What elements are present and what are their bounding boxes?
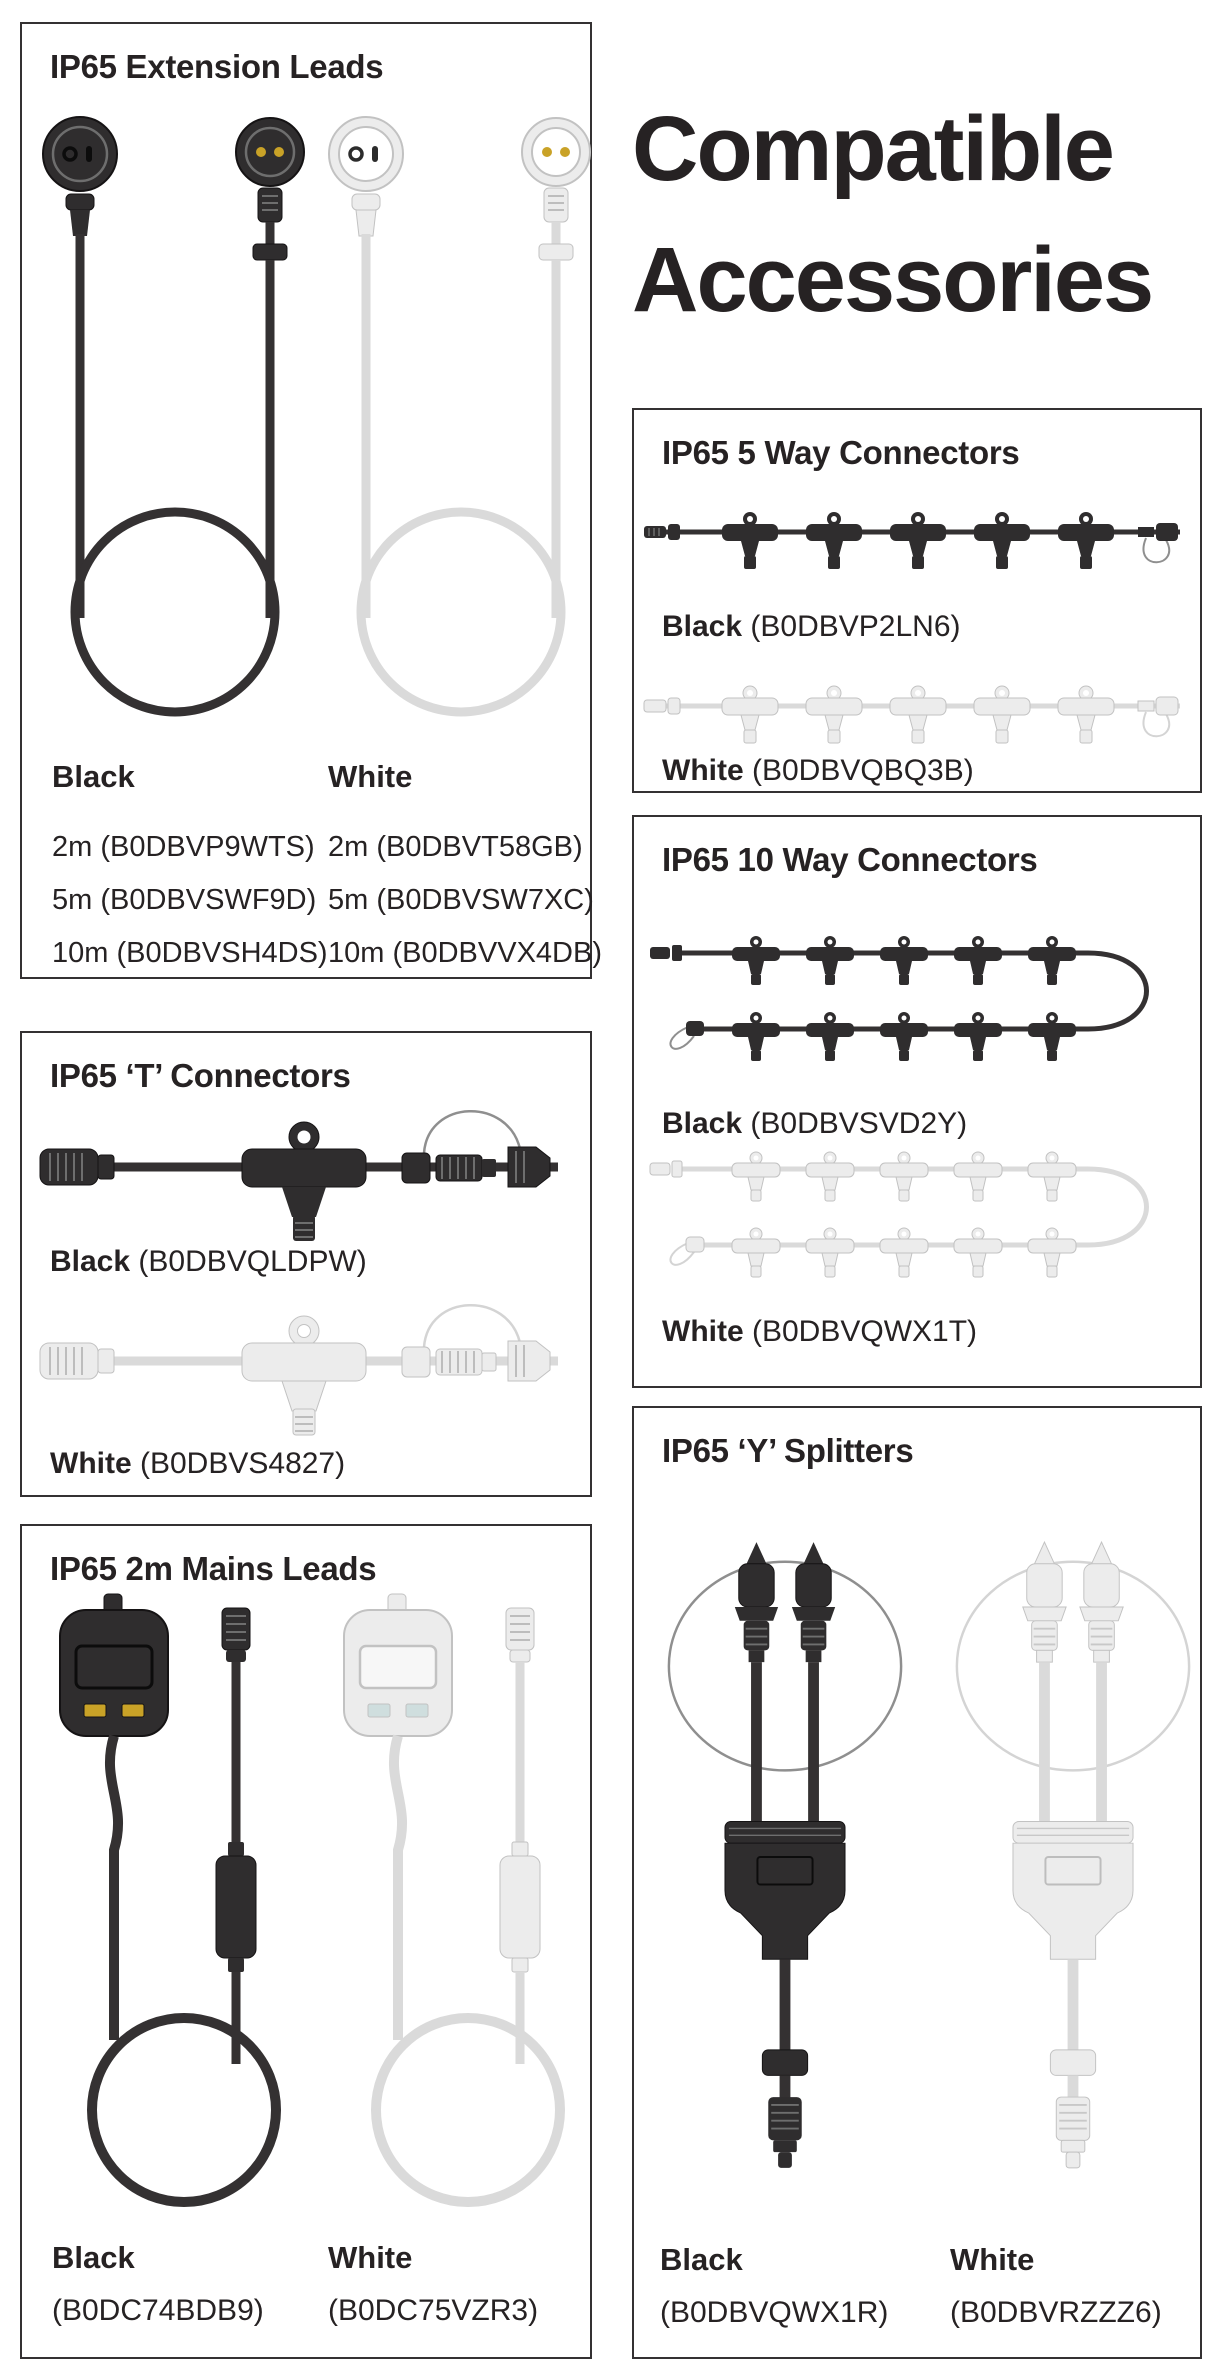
page-title-line2: Accessories [632,229,1153,331]
y-splitter-white-image [950,1500,1196,2210]
black-label: Black [660,2242,743,2277]
t-connector-white-row [50,1447,345,1481]
t-connector-black-row [50,1245,367,1279]
extension-lead-black-image [32,112,312,740]
black-label: Black [662,1107,743,1140]
black-label: Black [52,759,135,794]
mains-leads-title: IP65 2m Mains Leads [50,1550,377,1587]
white-label: White [328,2240,413,2275]
extension-lead-white-image [318,112,598,740]
black-label: Black [52,2240,135,2275]
t-connector-white-image [36,1289,576,1439]
mains-lead-white-image [318,1592,598,2240]
section-mains-leads [20,1524,592,2359]
white-5m-code: 5m (B0DBVSW7XC) [328,884,594,916]
white-label: White [50,1447,132,1480]
mains-lead-black-column [52,2238,264,2336]
page-title [632,84,1212,346]
black-label: Black [662,610,743,643]
white-label: White [662,1315,744,1348]
black-code: (B0DBVQWX1R) [660,2296,889,2329]
section-t-connectors [20,1031,592,1497]
10-way-white-row [662,1315,977,1349]
black-2m-code: 2m (B0DBVP9WTS) [52,831,315,863]
black-code: (B0DBVSVD2Y) [750,1107,968,1140]
white-label: White [950,2242,1035,2277]
mains-lead-white-column [328,2238,538,2336]
page-title-line1: Compatible [632,98,1113,200]
white-code: (B0DC75VZR3) [328,2294,539,2327]
10-way-white-image [648,1139,1188,1304]
5-way-title: IP65 5 Way Connectors [662,434,1020,471]
5-way-white-image [642,676,1194,760]
white-code: (B0DBVRZZZ6) [950,2296,1162,2329]
section-y-splitters [632,1406,1202,2359]
extension-leads-black-column [52,757,328,980]
white-code: (B0DBVQWX1T) [752,1315,978,1348]
black-10m-code: 10m (B0DBVSH4DS) [52,937,328,969]
section-10-way-connectors [632,815,1202,1388]
black-code: (B0DBVQLDPW) [138,1245,367,1278]
white-label: White [662,754,744,787]
y-splitters-title: IP65 ‘Y’ Splitters [662,1432,914,1469]
white-10m-code: 10m (B0DBVVX4DB) [328,937,602,969]
black-label: Black [50,1245,131,1278]
white-code: (B0DBVS4827) [140,1447,346,1480]
5-way-white-row [662,754,974,788]
y-splitter-black-column [660,2240,888,2338]
10-way-black-row [662,1107,967,1141]
black-5m-code: 5m (B0DBVSWF9D) [52,884,317,916]
white-label: White [328,759,413,794]
black-code: (B0DBVP2LN6) [750,610,961,643]
mains-lead-black-image [34,1592,314,2240]
extension-leads-white-column [328,757,602,980]
5-way-black-image [642,502,1194,586]
section-5-way-connectors [632,408,1202,793]
t-connectors-title: IP65 ‘T’ Connectors [50,1057,351,1094]
5-way-black-row [662,610,961,644]
10-way-title: IP65 10 Way Connectors [662,841,1038,878]
white-code: (B0DBVQBQ3B) [752,754,974,787]
white-2m-code: 2m (B0DBVT58GB) [328,831,583,863]
section-extension-leads [20,22,602,979]
t-drop [722,512,778,569]
t-connector-black-image [36,1095,576,1245]
10-way-black-image [648,923,1188,1088]
black-code: (B0DC74BDB9) [52,2294,264,2327]
y-splitter-white-column [950,2240,1162,2338]
extension-leads-title: IP65 Extension Leads [50,48,384,85]
y-splitter-black-image [662,1500,908,2210]
